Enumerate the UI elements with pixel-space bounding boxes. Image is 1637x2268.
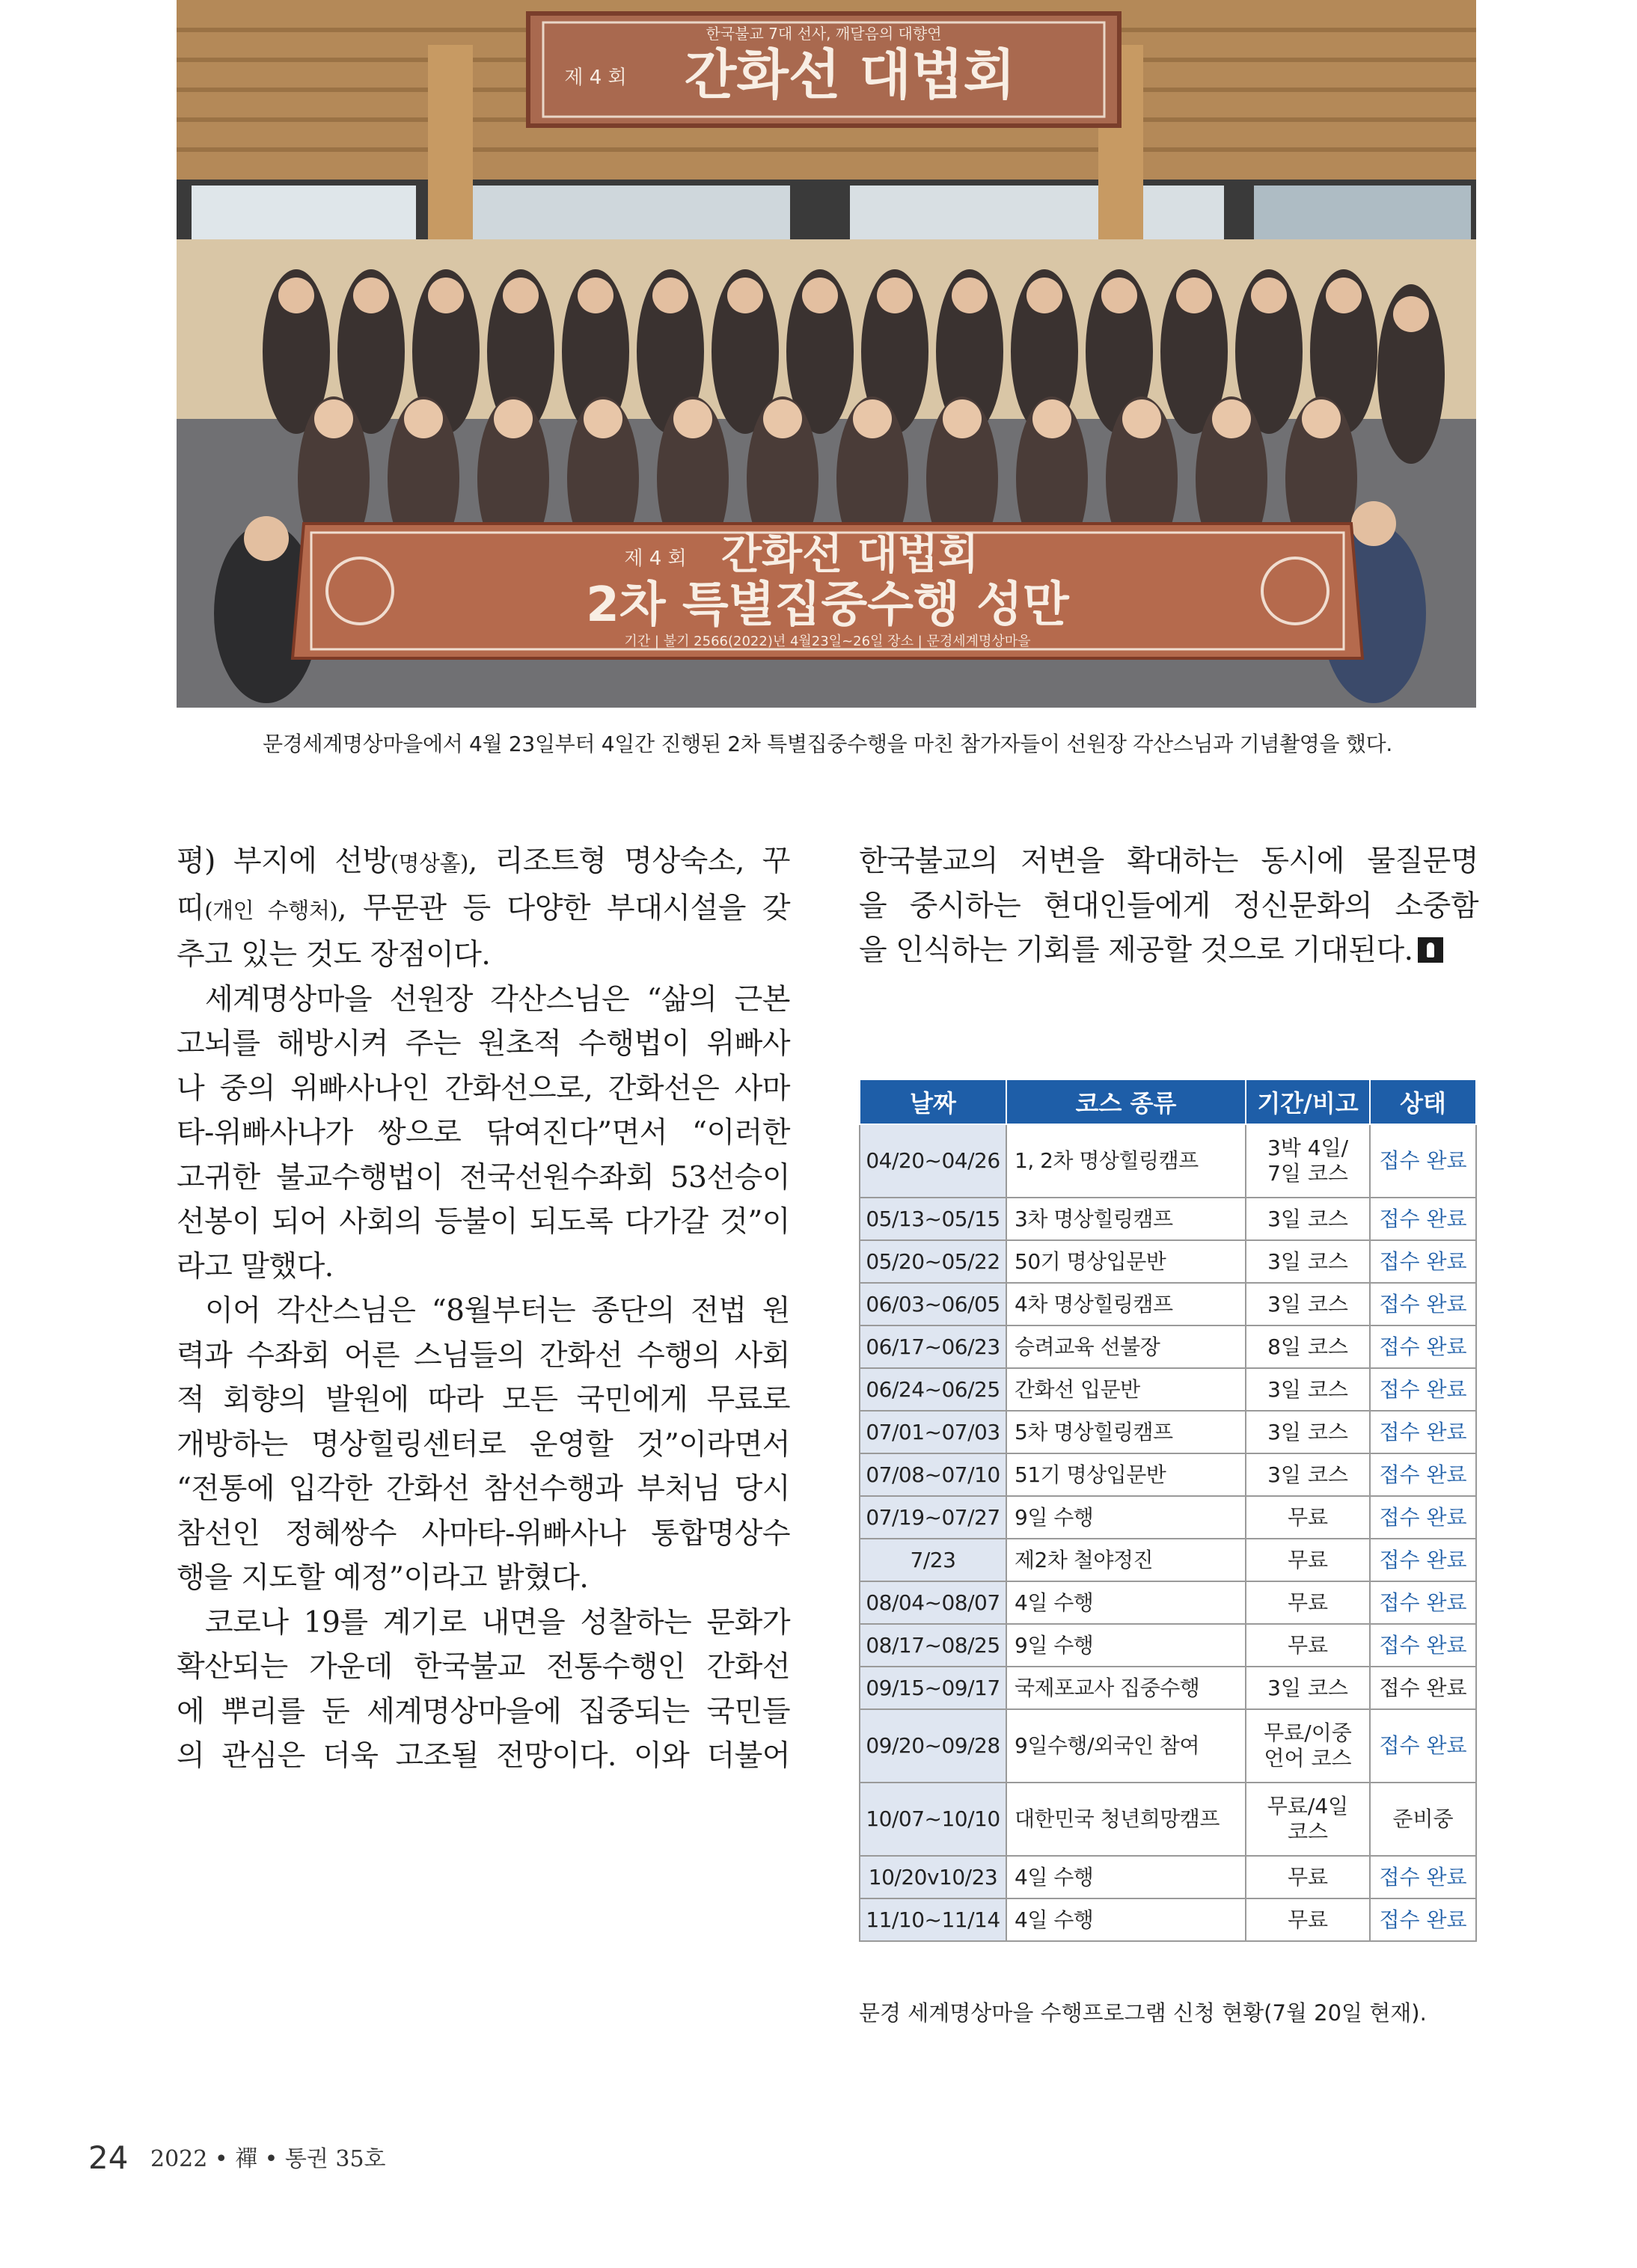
cell-duration: 무료 <box>1246 1496 1370 1539</box>
article-left-line <box>177 1690 790 1735</box>
line-text: 개방하는 명상힐링센터로 운영할 것”이라면서 <box>177 1427 790 1462</box>
line-text: 띠 <box>177 891 205 925</box>
issue-info: 2022 • 禪 • 통권 35호 <box>150 2146 386 2172</box>
cell-status: 접수 완료 <box>1370 1283 1476 1325</box>
cell-duration: 3일 코스 <box>1246 1240 1370 1283</box>
article-left-line <box>177 1601 790 1646</box>
article-left-line <box>177 1645 790 1690</box>
table-row <box>860 1453 1476 1496</box>
article-left-line <box>177 1734 790 1779</box>
cell-date: 07/19~07/27 <box>860 1496 1006 1539</box>
cell-duration: 3일 코스 <box>1246 1667 1370 1709</box>
cell-duration: 무료 <box>1246 1898 1370 1941</box>
cell-duration: 무료 <box>1246 1581 1370 1624</box>
cell-status: 접수 완료 <box>1370 1124 1476 1198</box>
cell-status: 접수 완료 <box>1370 1581 1476 1624</box>
end-mark-icon <box>1418 937 1443 963</box>
cell-status: 접수 완료 <box>1370 1667 1476 1709</box>
table-row <box>860 1783 1476 1856</box>
cell-date: 05/13~05/15 <box>860 1198 1006 1240</box>
cell-date: 05/20~05/22 <box>860 1240 1006 1283</box>
article-left-line <box>177 1512 790 1557</box>
header-course: 코스 종류 <box>1006 1079 1246 1124</box>
line-text: 코로나 19를 계기로 내면을 성찰하는 문화가 <box>205 1605 790 1640</box>
line-text: 참선인 정혜쌍수 사마타-위빠사나 통합명상수 <box>177 1516 790 1551</box>
cell-course: 제2차 철야정진 <box>1006 1539 1246 1581</box>
article-left-line <box>177 1334 790 1379</box>
cell-duration: 무료 <box>1246 1624 1370 1667</box>
line-text: 고뇌를 해방시켜 주는 원초적 수행법이 위빠사 <box>177 1027 790 1061</box>
line-text: 선봉이 되어 사회의 등불이 되도록 다가갈 것”이 <box>177 1205 790 1239</box>
cell-date: 08/17~08/25 <box>860 1624 1006 1667</box>
header-date: 날짜 <box>860 1079 1006 1124</box>
cell-date: 06/03~06/05 <box>860 1283 1006 1325</box>
front-banner-prefix: 제 4 회 <box>624 548 687 570</box>
cell-course: 9일 수행 <box>1006 1624 1246 1667</box>
header-status: 상태 <box>1370 1079 1476 1124</box>
article-right-line-3-text: 을 인식하는 기회를 제공할 것으로 기대된다. <box>859 934 1413 967</box>
cell-duration: 3일 코스 <box>1246 1283 1370 1325</box>
line-text: 평) 부지에 선방 <box>177 845 391 878</box>
table-row <box>860 1709 1476 1783</box>
cell-date: 06/17~06/23 <box>860 1325 1006 1368</box>
cell-course: 4일 수행 <box>1006 1898 1246 1941</box>
line-text: 고귀한 불교수행법이 전국선원수좌회 53선승이 <box>177 1160 790 1195</box>
cell-course: 9일 수행 <box>1006 1496 1246 1539</box>
article-left-line <box>177 1022 790 1067</box>
article-left-line <box>177 1200 790 1245</box>
article-left-line <box>177 886 790 934</box>
top-banner-prefix: 제 4 회 <box>564 67 627 89</box>
table-row <box>860 1283 1476 1325</box>
article-left-line <box>177 1245 790 1290</box>
cell-course: 51기 명상입문반 <box>1006 1453 1246 1496</box>
cell-course: 대한민국 청년희망캠프 <box>1006 1783 1246 1856</box>
cell-date: 07/01~07/03 <box>860 1411 1006 1453</box>
table-row <box>860 1624 1476 1667</box>
cell-status: 접수 완료 <box>1370 1898 1476 1941</box>
article-left-line <box>177 839 790 886</box>
front-banner-line3: 기간 | 불기 2566(2022)년 4월23일~26일 장소 | 문경세계명상마을 <box>624 634 1031 649</box>
top-banner-title: 간화선 대법회 <box>684 43 1016 106</box>
cell-duration: 3박 4일/ 7일 코스 <box>1246 1124 1370 1198</box>
cell-status: 접수 완료 <box>1370 1624 1476 1667</box>
article-right-line-3 <box>859 928 1478 973</box>
table-row <box>860 1368 1476 1411</box>
line-text: 력과 수좌회 어른 스님들의 간화선 수행의 사회 <box>177 1338 790 1373</box>
line-text: “전통에 입각한 간화선 참선수행과 부처님 당시 <box>177 1472 790 1506</box>
cell-course: 간화선 입문반 <box>1006 1368 1246 1411</box>
cell-course: 1, 2차 명상힐링캠프 <box>1006 1124 1246 1198</box>
cell-date: 7/23 <box>860 1539 1006 1581</box>
table-row <box>860 1240 1476 1283</box>
cell-course: 4차 명상힐링캠프 <box>1006 1283 1246 1325</box>
article-left-line <box>177 978 790 1023</box>
article-left-line <box>177 1556 790 1601</box>
table-row <box>860 1856 1476 1898</box>
header-duration: 기간/비고 <box>1246 1079 1370 1124</box>
cell-duration: 무료/이중 언어 코스 <box>1246 1709 1370 1783</box>
article-left-line <box>177 1111 790 1156</box>
line-text: 타-위빠사나가 쌍으로 닦여진다”면서 “이러한 <box>177 1116 790 1150</box>
line-text: 나 중의 위빠사나인 간화선으로, 간화선은 사마 <box>177 1071 790 1106</box>
line-text: 이어 각산스님은 “8월부터는 종단의 전법 원 <box>205 1294 790 1328</box>
cell-duration: 3일 코스 <box>1246 1368 1370 1411</box>
cell-status: 접수 완료 <box>1370 1240 1476 1283</box>
table-row <box>860 1124 1476 1198</box>
cell-course: 50기 명상입문반 <box>1006 1240 1246 1283</box>
cell-duration: 3일 코스 <box>1246 1411 1370 1453</box>
table-row <box>860 1667 1476 1709</box>
cell-course: 승려교육 선불장 <box>1006 1325 1246 1368</box>
article-left-column <box>177 839 790 1779</box>
cell-course: 4일 수행 <box>1006 1581 1246 1624</box>
cell-duration: 8일 코스 <box>1246 1325 1370 1368</box>
cell-date: 06/24~06/25 <box>860 1368 1006 1411</box>
group-photo <box>177 0 1476 708</box>
cell-course: 4일 수행 <box>1006 1856 1246 1898</box>
article-left-line <box>177 1156 790 1201</box>
inline-annotation: (명상홀) <box>390 851 468 876</box>
article-left-line <box>177 1467 790 1512</box>
inline-annotation: (개인 수행처) <box>204 897 338 923</box>
table-row <box>860 1898 1476 1941</box>
photo-caption: 문경세계명상마을에서 4월 23일부터 4일간 진행된 2차 특별집중수행을 마친 참가자들이 선원장 각산스님과 기념촬영을 했다. <box>262 732 1393 756</box>
cell-course: 5차 명상힐링캠프 <box>1006 1411 1246 1453</box>
cell-status: 접수 완료 <box>1370 1325 1476 1368</box>
cell-status: 접수 완료 <box>1370 1709 1476 1783</box>
table-row <box>860 1539 1476 1581</box>
cell-date: 10/20v10/23 <box>860 1856 1006 1898</box>
article-right-line-2: 을 중시하는 현대인들에게 정신문화의 소중함 <box>859 889 1478 923</box>
table-row <box>860 1411 1476 1453</box>
cell-duration: 3일 코스 <box>1246 1198 1370 1240</box>
front-banner-line2: 2차 특별집중수행 성만 <box>586 577 1069 633</box>
cell-date: 11/10~11/14 <box>860 1898 1006 1941</box>
cell-status: 접수 완료 <box>1370 1453 1476 1496</box>
cell-date: 09/15~09/17 <box>860 1667 1006 1709</box>
line-text: 행을 지도할 예정”이라고 밝혔다. <box>177 1561 589 1595</box>
top-banner-small-line: 한국불교 7대 선사, 깨달음의 대향연 <box>706 25 942 43</box>
cell-status: 접수 완료 <box>1370 1496 1476 1539</box>
cell-duration: 무료 <box>1246 1856 1370 1898</box>
article-right-column <box>859 839 1478 973</box>
cell-status: 접수 완료 <box>1370 1856 1476 1898</box>
cell-date: 07/08~07/10 <box>860 1453 1006 1496</box>
article-left-line <box>177 1067 790 1112</box>
cell-duration: 무료 <box>1246 1539 1370 1581</box>
article-right-line-1: 한국불교의 저변을 확대하는 동시에 물질문명 <box>859 845 1478 878</box>
article-left-line <box>177 933 790 978</box>
table-row <box>860 1198 1476 1240</box>
line-text: 라고 말했다. <box>177 1249 334 1284</box>
table-caption: 문경 세계명상마을 수행프로그램 신청 현황(7월 20일 현재). <box>859 2000 1427 2026</box>
line-text: 확산되는 가운데 한국불교 전통수행인 간화선 <box>177 1650 790 1684</box>
cell-course: 9일수행/외국인 참여 <box>1006 1709 1246 1783</box>
line-text: , 무문관 등 다양한 부대시설을 갖 <box>337 891 790 925</box>
article-left-line <box>177 1289 790 1334</box>
cell-date: 04/20~04/26 <box>860 1124 1006 1198</box>
line-text: 의 관심은 더욱 고조될 전망이다. 이와 더불어 <box>177 1739 790 1773</box>
cell-date: 09/20~09/28 <box>860 1709 1006 1783</box>
cell-course: 3차 명상힐링캠프 <box>1006 1198 1246 1240</box>
line-text: 추고 있는 것도 장점이다. <box>177 938 491 972</box>
line-text: 에 뿌리를 둔 세계명상마을에 집중되는 국민들 <box>177 1694 790 1729</box>
cell-status: 준비중 <box>1370 1783 1476 1856</box>
cell-status: 접수 완료 <box>1370 1411 1476 1453</box>
table-body <box>860 1124 1476 1941</box>
table-row <box>860 1325 1476 1368</box>
schedule-table <box>859 1079 1477 1942</box>
table-row <box>860 1581 1476 1624</box>
cell-status: 접수 완료 <box>1370 1198 1476 1240</box>
table-row <box>860 1496 1476 1539</box>
line-text: , 리조트형 명상숙소, 꾸 <box>468 845 790 878</box>
line-text: 세계명상마을 선원장 각산스님은 “삶의 근본 <box>205 982 790 1017</box>
cell-date: 10/07~10/10 <box>860 1783 1006 1856</box>
table-header-row <box>860 1079 1476 1124</box>
front-banner-line1: 간화선 대법회 <box>720 530 979 579</box>
article-left-line <box>177 1378 790 1423</box>
cell-course: 국제포교사 집중수행 <box>1006 1667 1246 1709</box>
cell-status: 접수 완료 <box>1370 1539 1476 1581</box>
page-footer <box>88 2139 386 2176</box>
cell-status: 접수 완료 <box>1370 1368 1476 1411</box>
line-text: 적 회향의 발원에 따라 모든 국민에게 무료로 <box>177 1383 790 1417</box>
cell-duration: 무료/4일 코스 <box>1246 1783 1370 1856</box>
cell-duration: 3일 코스 <box>1246 1453 1370 1496</box>
page-number: 24 <box>88 2139 129 2176</box>
cell-date: 08/04~08/07 <box>860 1581 1006 1624</box>
article-left-line <box>177 1423 790 1468</box>
